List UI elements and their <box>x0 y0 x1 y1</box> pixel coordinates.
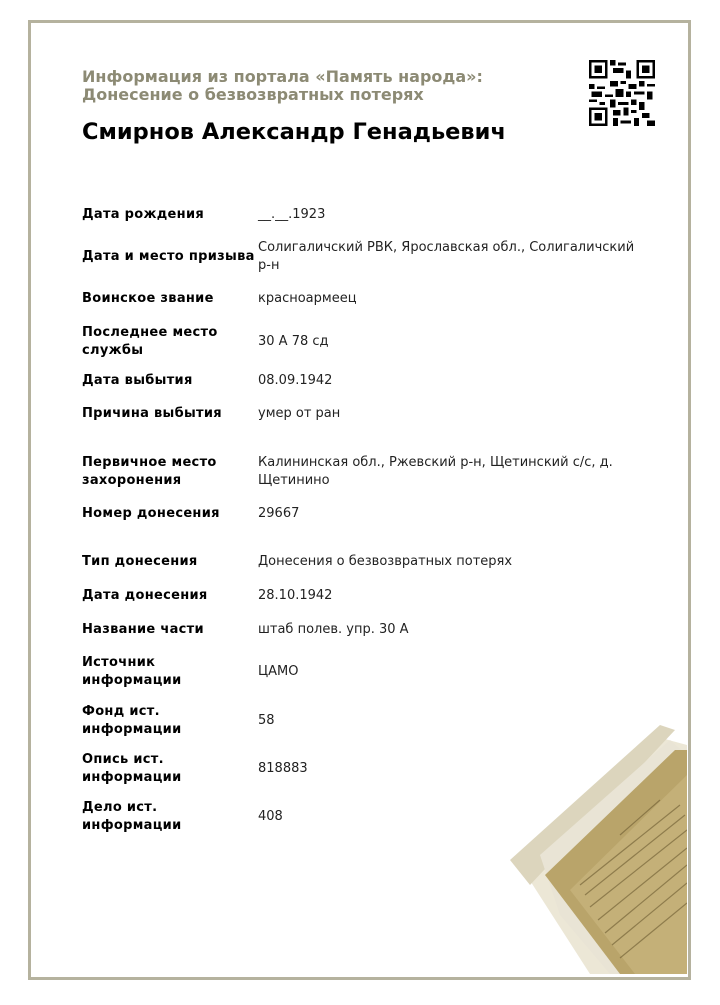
field-label: Тип донесения <box>82 554 198 569</box>
field-value: 818883 <box>258 761 308 776</box>
field-row <box>82 587 642 605</box>
field-label: Фонд ист. информации <box>82 704 182 737</box>
field-label: Первичное место захоронения <box>82 455 217 488</box>
field-value: 30 А 78 сд <box>258 334 329 349</box>
field-row <box>82 239 642 275</box>
field-value: __.__.1923 <box>258 207 326 222</box>
field-row <box>82 553 642 571</box>
field-value: Донесения о безвозвратных потерях <box>258 554 513 569</box>
field-value: 29667 <box>258 506 300 521</box>
field-value: 08.09.1942 <box>258 373 333 388</box>
field-value: штаб полев. упр. 30 А <box>258 622 409 637</box>
field-value: 408 <box>258 809 283 824</box>
field-label: Дата рождения <box>82 207 205 222</box>
field-value: ЦАМО <box>258 664 299 679</box>
field-value: красноармеец <box>258 291 357 306</box>
field-label: Дата и место призыва <box>82 249 255 264</box>
field-label: Источник информации <box>82 655 182 688</box>
field-value: 58 <box>258 713 275 728</box>
field-value: 28.10.1942 <box>258 588 333 603</box>
field-row <box>82 290 642 308</box>
field-label: Последнее место службы <box>82 325 218 358</box>
field-row <box>82 206 642 224</box>
field-label: Воинское звание <box>82 291 214 306</box>
archive-documents-image <box>500 715 687 974</box>
field-row <box>82 405 642 423</box>
field-value: умер от ран <box>258 406 341 421</box>
field-row <box>82 621 642 639</box>
field-label: Дата донесения <box>82 588 208 603</box>
subtitle-line-1: Информация из портала «Память народа»: <box>82 67 483 86</box>
field-row <box>82 324 642 360</box>
subtitle-line-2: Донесение о безвозвратных потерях <box>82 85 424 104</box>
portal-subtitle <box>82 68 483 104</box>
field-row <box>82 454 642 490</box>
field-label: Дата выбытия <box>82 373 193 388</box>
field-label: Название части <box>82 622 204 637</box>
field-row <box>82 505 642 523</box>
field-label: Опись ист. информации <box>82 752 182 785</box>
field-value: Калининская обл., Ржевский р-н, Щетинский с/с, д. Щетинино <box>258 455 613 488</box>
field-row <box>82 372 642 390</box>
field-label: Причина выбытия <box>82 406 222 421</box>
field-label: Дело ист. информации <box>82 800 182 833</box>
field-row <box>82 654 642 690</box>
field-value: Солигаличский РВК, Ярославская обл., Солигаличский р-н <box>258 240 635 273</box>
qr-code-icon[interactable] <box>589 60 655 126</box>
field-label: Номер донесения <box>82 506 220 521</box>
person-name: Смирнов Александр Генадьевич <box>82 119 506 145</box>
